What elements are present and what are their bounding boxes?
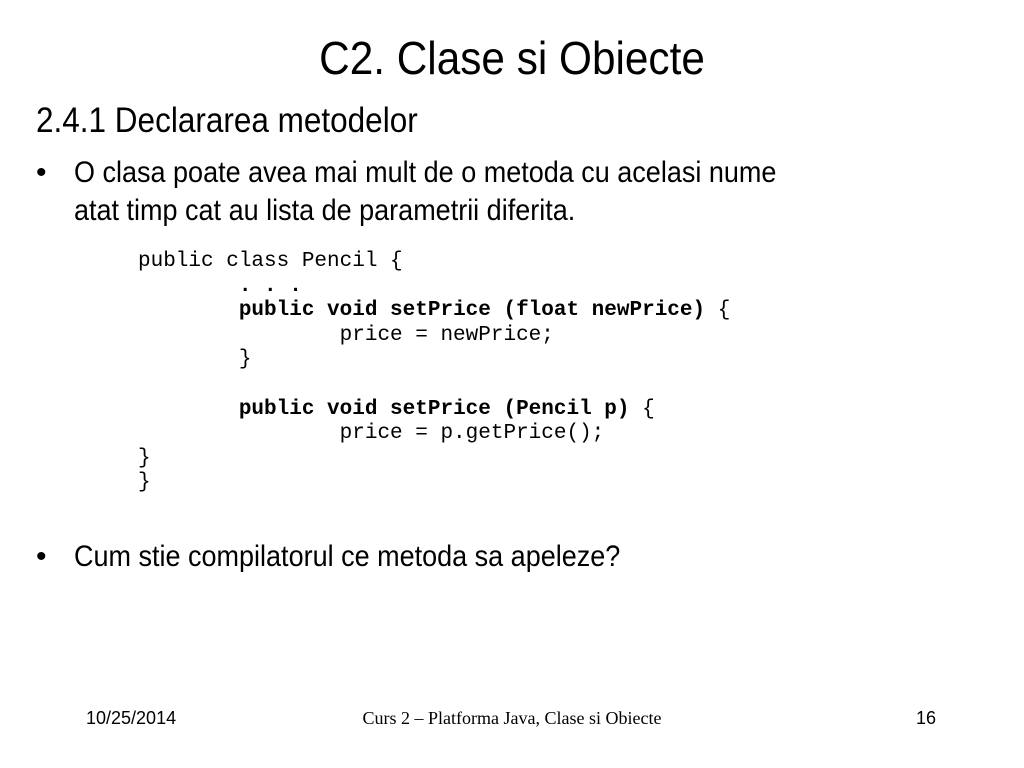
code-plain-text: } <box>138 446 151 470</box>
code-plain-text: } <box>238 348 252 372</box>
code-plain-text: price = newPrice; <box>339 323 554 347</box>
bullet-item <box>36 538 996 578</box>
code-line <box>138 299 730 324</box>
code-line <box>138 422 730 447</box>
code-plain-text: { <box>629 397 655 421</box>
code-line <box>138 398 730 423</box>
bullet-item <box>36 154 996 234</box>
slide-title: C2. Clase si Obiecte <box>319 32 705 84</box>
code-line <box>138 348 730 373</box>
code-line <box>138 447 730 472</box>
bullet-marker: • <box>36 156 47 189</box>
code-line <box>138 373 730 398</box>
code-bold-text: public void setPrice (float newPrice) <box>238 299 706 323</box>
bullet-marker: • <box>36 540 47 573</box>
code-block <box>138 250 730 496</box>
footer-course-title: Curs 2 – Platforma Java, Clase si Obiecte <box>362 708 662 728</box>
code-indent <box>138 348 239 371</box>
code-bold-text: . . . <box>238 274 302 298</box>
code-line <box>138 275 730 300</box>
bullet-text-line: O clasa poate avea mai mult de o metoda cu acelasi nume <box>74 156 777 189</box>
section-heading: 2.4.1 Declararea metodelor <box>36 101 418 140</box>
code-indent <box>138 275 239 298</box>
footer-page-number: 16 <box>915 708 936 728</box>
bullet-text-line: atat timp cat au lista de parametrii diferita. <box>74 194 576 227</box>
code-indent <box>138 422 340 445</box>
bullet-text-line: Cum stie compilatorul ce metoda sa apeleze? <box>74 540 621 573</box>
code-line <box>138 250 730 275</box>
code-line <box>138 324 730 349</box>
code-plain-text: } <box>138 471 151 495</box>
code-bold-text: public void setPrice (Pencil p) <box>238 397 630 421</box>
code-line <box>138 471 730 496</box>
code-indent <box>138 299 239 322</box>
footer-date: 10/25/2014 <box>86 708 177 728</box>
code-indent <box>138 324 340 347</box>
code-plain-text: public class Pencil { <box>138 250 403 273</box>
code-plain-text: price = p.getPrice(); <box>339 422 605 446</box>
code-indent <box>138 398 239 421</box>
code-plain-text: { <box>705 299 731 323</box>
